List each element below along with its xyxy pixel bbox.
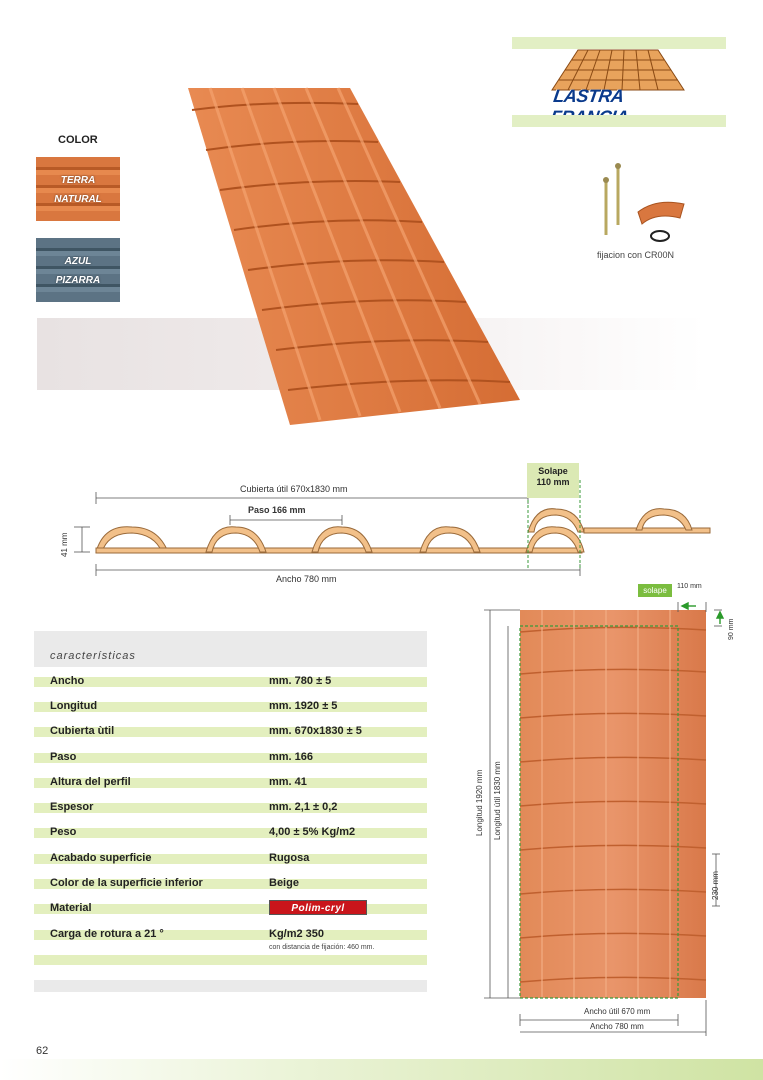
logo-title: LASTRA xyxy=(552,86,625,106)
ancho-util-label: Ancho útil 670 mm xyxy=(584,1007,651,1016)
row-value: 4,00 ± 5% Kg/m2 xyxy=(269,826,356,838)
swatch-label: PIZARRA xyxy=(55,275,101,286)
fixing-screws-icon xyxy=(596,160,692,245)
paso-label: Paso 166 mm xyxy=(248,505,306,515)
row-label: Longitud xyxy=(50,700,98,712)
row-value: mm. 41 xyxy=(269,776,307,788)
table-title: características xyxy=(50,650,136,662)
cubierta-label: Cubierta útil 670x1830 mm xyxy=(240,484,348,494)
row-value: mm. 2,1 ± 0,2 xyxy=(269,801,338,813)
roof-sheet-image xyxy=(180,80,530,430)
logo-band-bottom xyxy=(512,115,726,127)
row-bar xyxy=(34,828,427,838)
dim-230-label: 230 mm xyxy=(711,871,720,900)
row-value: mm. 1920 ± 5 xyxy=(269,700,338,712)
overlap-h-label: 110 mm xyxy=(677,583,702,590)
row-label: Material xyxy=(50,902,92,914)
row-bar xyxy=(34,904,427,914)
solape-value: 110 mm xyxy=(536,477,570,487)
overlap-v-label: 90 mm xyxy=(728,618,735,640)
ancho-sheet-label: Ancho 780 mm xyxy=(590,1022,644,1031)
polim-cryl-logo: Polim-cryl xyxy=(269,900,367,915)
swatch-label: NATURAL xyxy=(54,194,102,205)
solape-title: Solape xyxy=(538,466,568,476)
row-value: Kg/m2 350 xyxy=(269,928,325,940)
longitud-util-label: Longitud útil 1830 mm xyxy=(493,761,502,840)
row-value: Rugosa xyxy=(269,852,310,864)
row-bar xyxy=(34,677,427,687)
fixing-distance-note: con distancia de fijación: 460 mm. xyxy=(269,944,375,951)
sheet-dimension-diagram xyxy=(480,600,740,1040)
row-label: Espesor xyxy=(50,801,94,813)
row-value: mm. 166 xyxy=(269,751,314,763)
solape-box xyxy=(527,463,579,498)
ancho-label: Ancho 780 mm xyxy=(276,574,337,584)
swatch-azul-pizarra xyxy=(36,238,120,302)
longitud-label: Longitud 1920 mm xyxy=(475,769,484,836)
swatch-terra-natural xyxy=(36,157,120,221)
row-bar xyxy=(34,955,427,965)
row-value: Beige xyxy=(269,877,299,889)
row-label: Cubierta ùtil xyxy=(50,725,115,737)
row-label: Altura del perfil xyxy=(50,776,131,788)
row-bar xyxy=(34,753,427,763)
row-label: Color de la superficie inferior xyxy=(50,877,203,889)
profile-diagram xyxy=(60,480,720,580)
row-label: Paso xyxy=(50,751,77,763)
fixing-label: fijacion con CR00N xyxy=(597,250,675,260)
swatch-label: TERRA xyxy=(60,175,96,186)
table-footer-band xyxy=(34,980,427,992)
row-label: Acabado superficie xyxy=(50,852,152,864)
row-label: Carga de rotura a 21 ° xyxy=(50,928,164,940)
height-label: 41 mm xyxy=(60,532,69,557)
footer-band xyxy=(0,1059,763,1080)
solape-tag: solape xyxy=(638,584,672,597)
row-value: mm. 670x1830 ± 5 xyxy=(269,725,362,737)
page-number: 62 xyxy=(36,1045,49,1057)
row-value: mm. 780 ± 5 xyxy=(269,675,332,687)
color-title: COLOR xyxy=(58,134,98,146)
swatch-label: AZUL xyxy=(64,256,92,267)
row-label: Peso xyxy=(50,826,77,838)
row-label: Ancho xyxy=(50,675,85,687)
